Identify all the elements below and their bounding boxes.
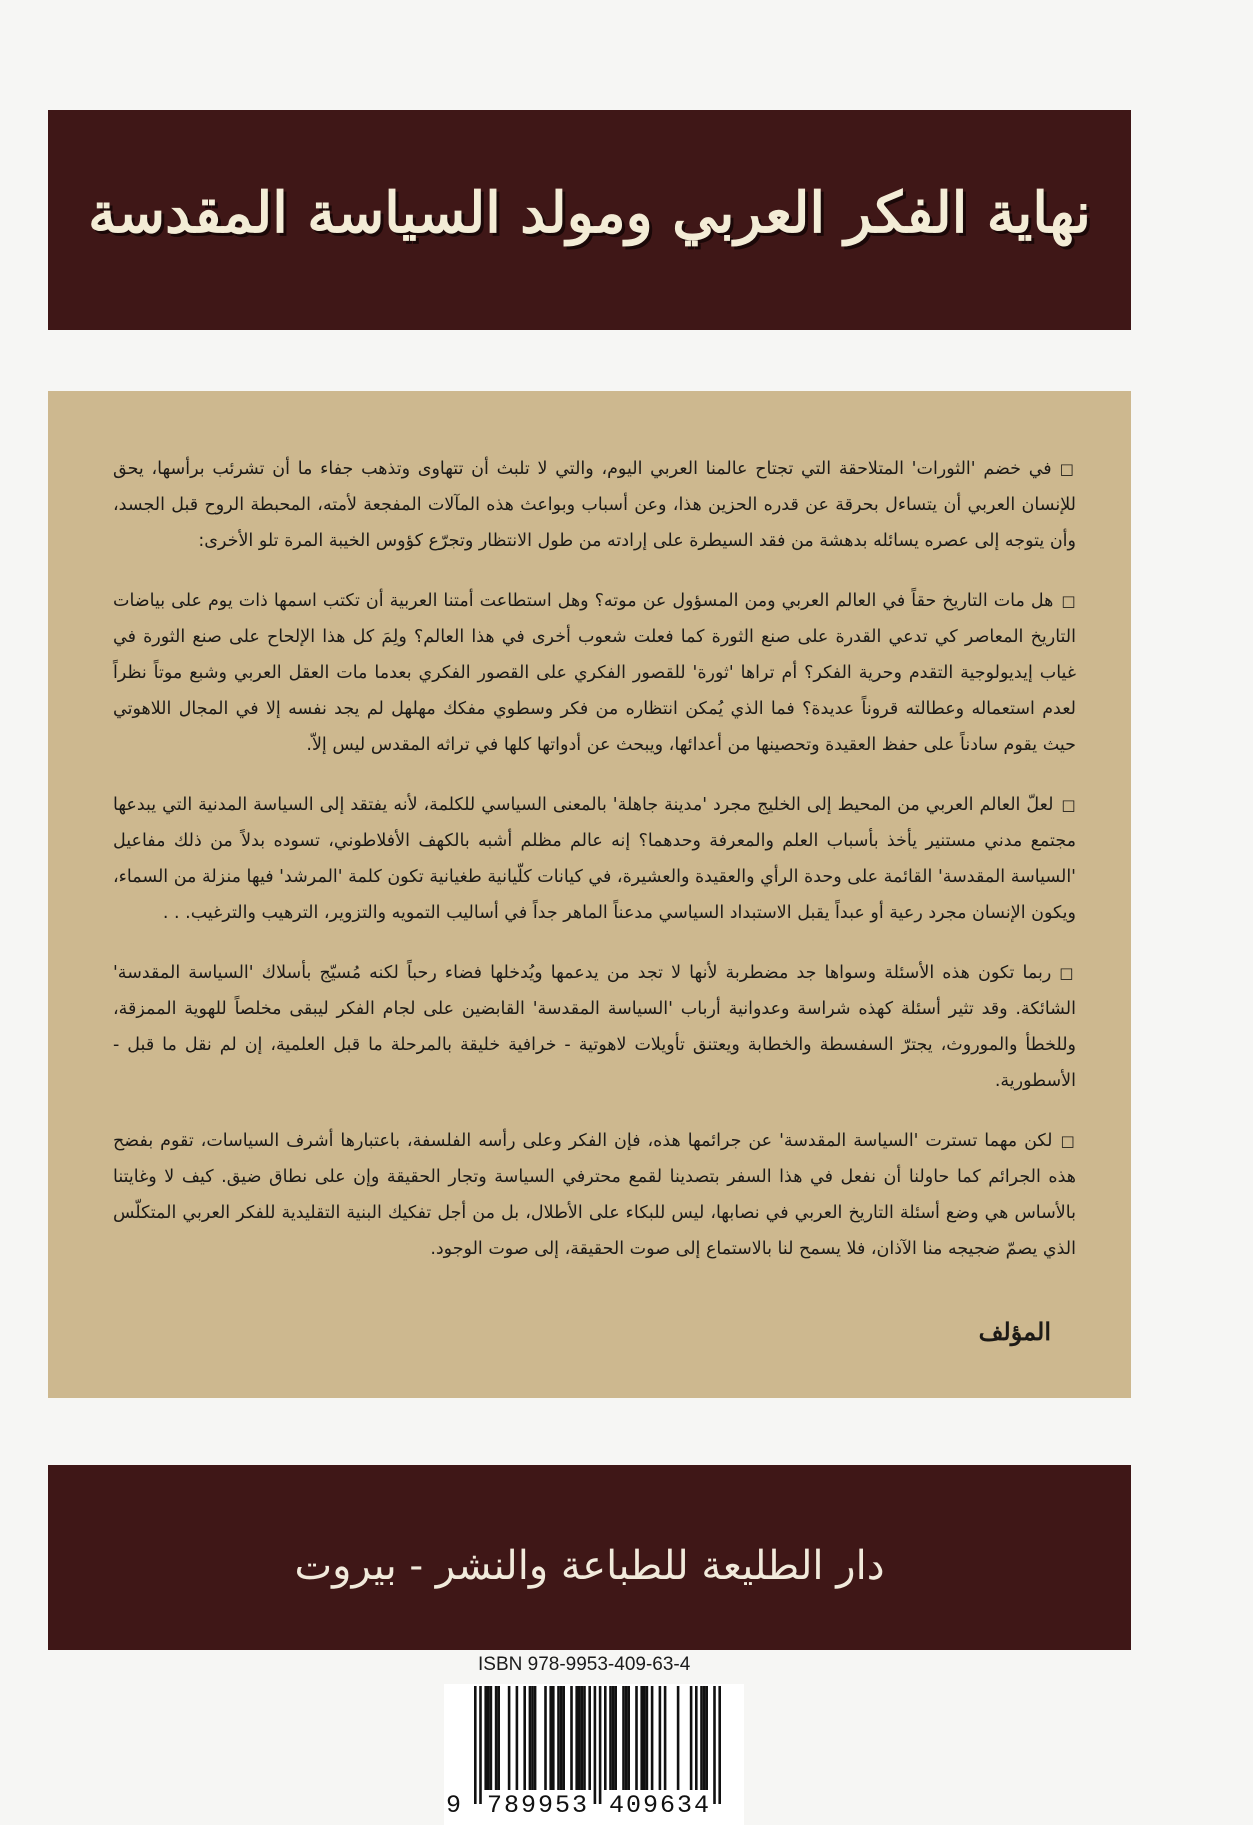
barcode-bar xyxy=(529,1686,532,1790)
barcode-bar xyxy=(713,1686,716,1804)
barcode-bar xyxy=(552,1686,555,1790)
barcode-first-digit: 9 xyxy=(446,1791,462,1820)
barcode-bar xyxy=(625,1686,628,1790)
barcode-bar xyxy=(562,1686,565,1790)
author-signature: المؤلف xyxy=(978,1317,1051,1346)
barcode-bar xyxy=(531,1686,534,1790)
checkbox-bullet-icon: □ xyxy=(1060,1132,1076,1150)
barcode-bar xyxy=(508,1686,511,1790)
barcode-left-digits: 789953 xyxy=(487,1791,590,1820)
barcode-digits xyxy=(444,1791,744,1821)
checkbox-bullet-icon: □ xyxy=(1059,964,1076,982)
synopsis-text xyxy=(113,451,1076,1267)
barcode-bar xyxy=(495,1686,498,1790)
barcode-bar xyxy=(614,1686,617,1790)
barcode-right-digits: 409634 xyxy=(609,1791,712,1820)
barcode-bar xyxy=(588,1686,591,1790)
barcode-bar xyxy=(487,1686,490,1790)
barcode-bar xyxy=(718,1686,721,1804)
publisher-name: دار الطليعة للطباعة والنشر - بيروت xyxy=(294,1543,885,1589)
checkbox-bullet-icon: □ xyxy=(1061,592,1076,610)
publisher-band xyxy=(48,1465,1131,1650)
barcode-bar xyxy=(659,1686,662,1790)
synopsis-paragraph: □لكن مهما تسترت 'السياسة المقدسة' عن جرائمها هذه، فإن الفكر وعلى رأسه الفلسفة، باعتبارها أشرف السياسات، تقوم بفضح هذه الجرائم كما حاولنا أن نفعل في هذا السفر بتصدينا لقمع محترفي السياسة وتجار الحقيقة وإن على نطاق ضيق. كيف لا وغايتنا بالأساس هي وضع أسئلة التاريخ العربي في نصابها، ليس للبكاء على الأطلال، بل من أجل تفكيك البنية التقليدية للفكر العربي المتكلّس الذي يصمّ ضجيجه منا الآذان، فلا يسمح لنا بالاستماع إلى صوت الحقيقة، إلى صوت الوجود. xyxy=(113,1131,1076,1259)
barcode-bar xyxy=(578,1686,581,1790)
barcode-bar xyxy=(534,1686,537,1790)
barcode-bar xyxy=(599,1686,602,1804)
barcode-bar xyxy=(490,1686,493,1790)
title-band xyxy=(48,110,1131,330)
barcode-bar xyxy=(640,1686,643,1790)
barcode-bar xyxy=(609,1686,612,1790)
barcode-bar xyxy=(575,1686,578,1790)
synopsis-paragraph: □لعلّ العالم العربي من المحيط إلى الخليج مجرد 'مدينة جاهلة' بالمعنى السياسي للكلمة، لأنه يفتقد إلى السياسة المدنية التي يبدعها مجتمع مدني مستنير يأخذ بأسباب العلم والمعرفة وحدهما؟ إنه عالم مظلم أشبه بالكهف الأفلاطوني، تسوده بدلاً من ذلك مفاعيل 'السياسة المقدسة' القائمة على وحدة الرأي والعقيدة والعشيرة، في كيانات كلّيانية طغيانية تكون كلمة 'المرشد' فيها منزلة من السماء، ويكون الإنسان مجرد رعية أو عبداً يقبل الاستبداد السياسي مدعناً الماهر جداً في أساليب التمويه والتزوير، الترهيب والترغيب. . . xyxy=(113,795,1076,923)
barcode-bar xyxy=(677,1686,680,1790)
barcode-bar xyxy=(484,1686,487,1790)
checkbox-bullet-icon: □ xyxy=(1061,796,1076,814)
synopsis-paragraph: □في خضم 'الثورات' المتلاحقة التي تجتاح عالمنا العربي اليوم، والتي لا تلبث أن تتهاوى وتذهب جفاء ما أن تشرئب برأسها، يحق للإنسان العربي أن يتساءل بحرقة عن قدره الحزين هذا، وعن أسباب وبواعث هذه المآلات المفجعة لأمته، المحبطة الروح قبل الجسد، وأن يتوجه إلى عصره يسائله بدهشة من فقد السيطرة على إرادته من طول الانتظار وتجرّع كؤوس الخيبة المرة تلو الأخرى: xyxy=(113,459,1076,551)
isbn-label: ISBN 978-9953-409-63-4 xyxy=(478,1654,691,1675)
checkbox-bullet-icon: □ xyxy=(1059,460,1076,478)
barcode-bar xyxy=(549,1686,552,1790)
barcode-bar xyxy=(479,1686,482,1804)
book-title: نهاية الفكر العربي ومولد السياسة المقدسة xyxy=(88,180,1091,246)
barcode-bar xyxy=(635,1686,638,1790)
barcode-bar xyxy=(643,1686,646,1790)
synopsis-panel xyxy=(48,391,1131,1398)
barcode-bar xyxy=(651,1686,654,1790)
barcode-bar xyxy=(627,1686,630,1790)
barcode-bar xyxy=(622,1686,625,1790)
barcode-bar xyxy=(703,1686,706,1790)
barcode-bar xyxy=(583,1686,586,1790)
barcode xyxy=(444,1684,744,1825)
barcode-bar xyxy=(594,1686,597,1804)
synopsis-paragraph: □ربما تكون هذه الأسئلة وسواها جد مضطربة لأنها لا تجد من يدعمها ويُدخلها فضاء رحباً لكنه مُسيّج بأسلاك 'السياسة المقدسة' الشائكة. وقد تثير أسئلة كهذه شراسة وعدوانية أرباب 'السياسة المقدسة' القابضين على لجام الفكر ليبقى مخلصاً للهوية الممزقة، وللخطأ والموروث، يجترّ السفسطة والخطابة ويعتنق تأويلات لاهوتية - خرافية خليقة بالمرحلة ما قبل العلمية، إن لم نقل ما قبل - الأسطورية. xyxy=(113,963,1076,1091)
barcode-bar xyxy=(612,1686,615,1790)
barcode-bar xyxy=(544,1686,547,1790)
barcode-bar xyxy=(557,1686,560,1790)
barcode-bar xyxy=(700,1686,703,1790)
barcode-bar xyxy=(604,1686,607,1790)
barcode-bar xyxy=(664,1686,667,1790)
synopsis-paragraph: □هل مات التاريخ حقاً في العالم العربي ومن المسؤول عن موته؟ وهل استطاعت أمتنا العربية أن تكتب اسمها ذات يوم على بياضات التاريخ المعاصر كي تدعي القدرة على صنع الثورة كما فعلت شعوب أخرى في هذا العالم؟ ولِمَ كل هذا الإلحاح على صنع الثورة في غياب إيديولوجية التقدم وحرية الفكر؟ أم تراها 'ثورة' للقصور الفكري على القصور الفكري بعدما مات العقل العربي وشبع موتاً نظراً لعدم استعماله وعطالته قروناً عديدة؟ فما الذي يُمكن انتظاره من فكر وسطوي مفكك مهلهل لم يجد نفسه إلا في المجال اللاهوتي حيث يقوم سادناً على حفظ العقيدة وتحصينها من أعدائها، ويبحث عن أدواتها كلها في تراثه المقدس ليس إلاّ. xyxy=(113,591,1076,755)
barcode-bar xyxy=(581,1686,584,1790)
barcode-bar xyxy=(560,1686,563,1790)
barcode-bar xyxy=(695,1686,698,1790)
barcode-bar xyxy=(705,1686,708,1790)
barcode-bar xyxy=(646,1686,649,1790)
barcode-bar xyxy=(690,1686,693,1790)
barcode-bar xyxy=(523,1686,526,1790)
barcode-bar xyxy=(497,1686,500,1790)
barcode-bar xyxy=(516,1686,519,1790)
barcode-bar xyxy=(570,1686,573,1790)
barcode-bar xyxy=(474,1686,477,1804)
